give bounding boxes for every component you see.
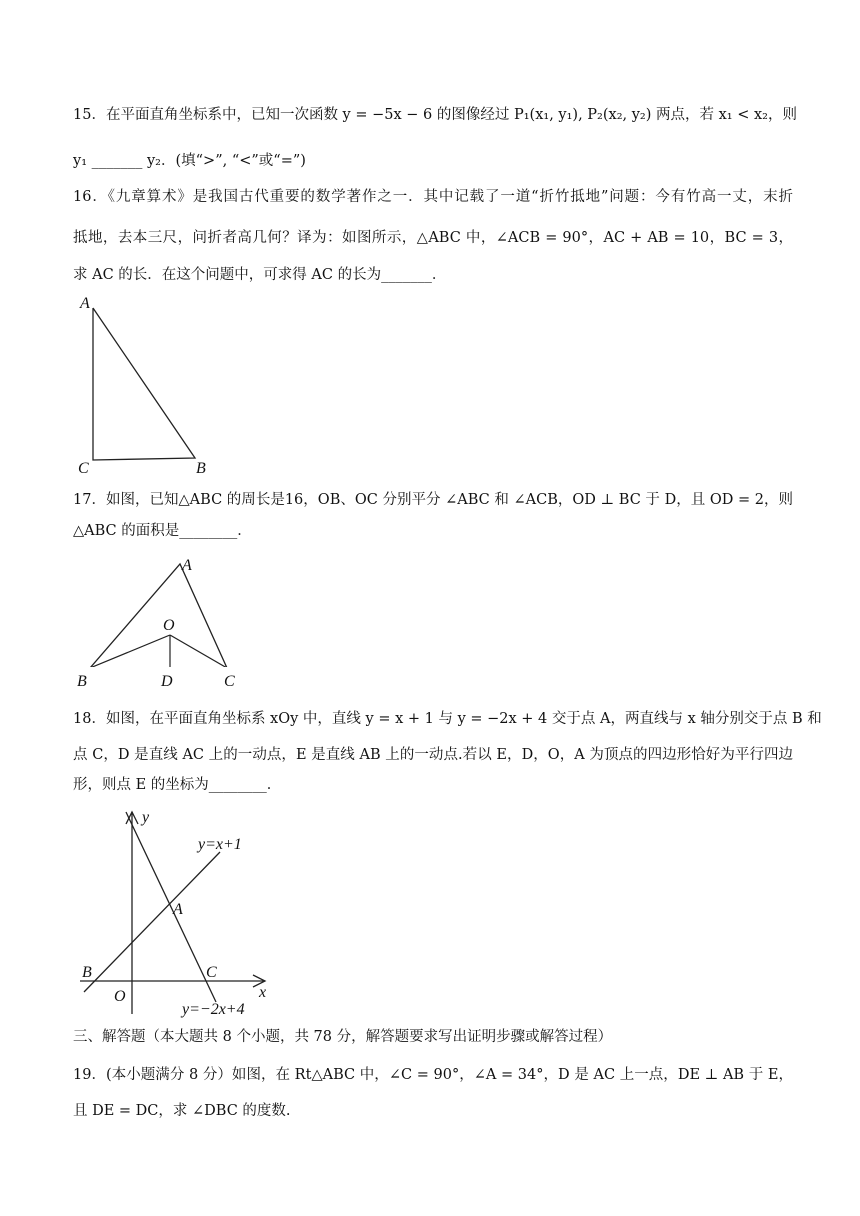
q18-line-y-x-plus-1 <box>84 852 220 992</box>
q18-label-o: O <box>114 988 126 1005</box>
q17-label-b: B <box>77 673 87 690</box>
q17-bottom-labels <box>72 666 252 692</box>
q16-line-2: 抵地，去本三尺，问折者高几何？译为：如图所示，△ABC 中，∠ACB = 90°，AC + AB = 10，BC = 3， <box>73 230 793 246</box>
q16-label-a: A <box>80 295 90 312</box>
q17-line-2: △ABC 的面积是________． <box>73 523 252 539</box>
q19-line-1: 19．(本小题满分 8 分）如图，在 Rt△ABC 中，∠C = 90°，∠A = 34°，D 是 AC 上一点，DE ⊥ AB 于 E， <box>73 1067 793 1083</box>
q18-coordinate-figure <box>70 804 290 1019</box>
q17-segment-oc <box>170 635 227 667</box>
q16-triangle <box>93 308 195 460</box>
q17-label-o: O <box>163 617 175 634</box>
q15-line-2: y₁ _______ y₂．(填“>”, “<”或“=”) <box>73 153 306 169</box>
q18-label-c: C <box>206 964 217 981</box>
q17-triangle-figure <box>72 552 252 667</box>
q18-label-x: x <box>259 984 267 1001</box>
q18-line-1: 18．如图，在平面直角坐标系 xOy 中，直线 y = x + 1 与 y = −2x + 4 交于点 A，两直线与 x 轴分别交于点 B 和 <box>73 711 822 727</box>
q16-label-b: B <box>196 460 206 477</box>
q18-label-a: A <box>173 901 183 918</box>
q16-label-c: C <box>78 460 89 477</box>
q16-triangle-figure <box>70 290 220 480</box>
q18-label-line1: y=x+1 <box>198 836 242 853</box>
q17-triangle <box>90 564 227 667</box>
q16-line-1: 16．《九章算术》是我国古代重要的数学著作之一．其中记载了一道“折竹抵地”问题：今有竹高一丈，末折 <box>73 189 793 205</box>
q18-line-3: 形，则点 E 的坐标为________． <box>73 777 282 793</box>
q19-line-2: 且 DE = DC，求 ∠DBC 的度数. <box>73 1103 291 1119</box>
q18-line-2: 点 C，D 是直线 AC 上的一动点，E 是直线 AB 上的一动点.若以 E，D，O，A 为顶点的四边形恰好为平行四边 <box>73 747 793 763</box>
section-3-heading: 三、解答题（本大题共 8 个小题，共 78 分，解答题要求写出证明步骤或解答过程） <box>73 1029 613 1045</box>
q16-line-3: 求 AC 的长．在这个问题中，可求得 AC 的长为_______． <box>73 267 447 283</box>
q18-label-b: B <box>82 964 92 981</box>
q18-label-y: y <box>142 809 150 826</box>
q17-label-d: D <box>161 673 173 690</box>
q18-label-line2: y=−2x+4 <box>182 1001 245 1018</box>
q17-label-c: C <box>224 673 235 690</box>
q17-segment-ob <box>90 635 170 667</box>
q17-line-1: 17．如图，已知△ABC 的周长是16，OB、OC 分别平分 ∠ABC 和 ∠ACB，OD ⊥ BC 于 D，且 OD = 2，则 <box>73 492 793 508</box>
q17-label-a: A <box>182 557 192 574</box>
q15-line-1: 15．在平面直角坐标系中，已知一次函数 y = −5x − 6 的图像经过 P₁(x₁, y₁), P₂(x₂, y₂) 两点，若 x₁ < x₂，则 <box>73 107 797 123</box>
